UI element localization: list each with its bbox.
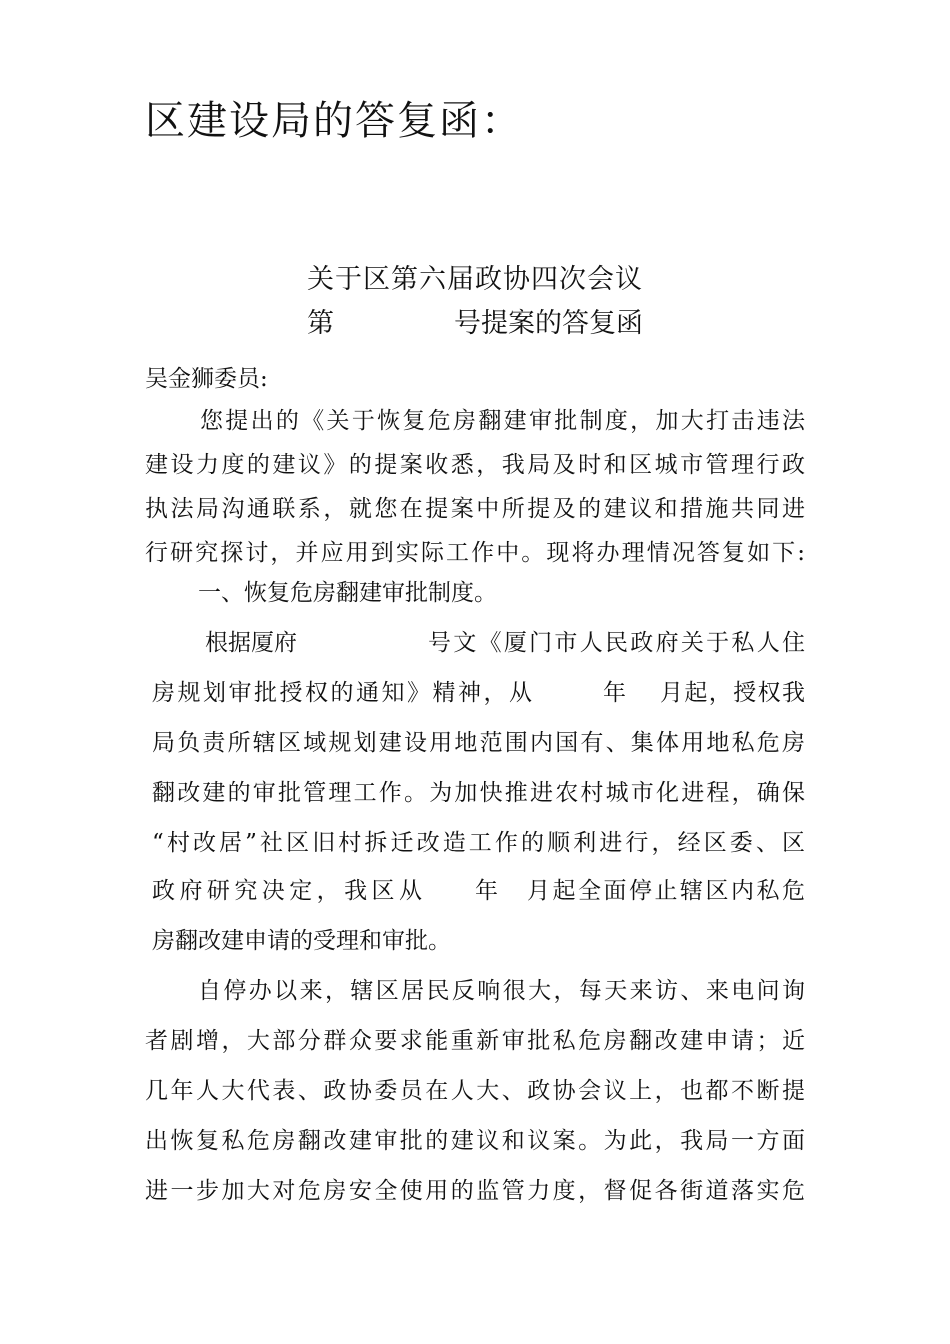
para2-line1-a: 根据厦府 [205,630,297,656]
section1-heading: 一、恢复危房翻建审批制度。 [198,580,497,606]
para3-line: 进一步加大对危房安全使用的监管力度，督促各街道落实危 [145,1178,805,1204]
para1-line: 行研究探讨，并应用到实际工作中。现将办理情况答复如下: [145,540,805,566]
document-heading: 区建设局的答复函： [145,98,523,144]
para2-line2-b: 年 [603,680,626,706]
para1-line: 您提出的《关于恢复危房翻建审批制度，加大打击违法 [200,408,805,434]
title-prefix: 第 [307,308,334,339]
para1-line: 执法局沟通联系，就您在提案中所提及的建议和措施共同进 [145,496,805,522]
para2-line2-c: 月起，授权我 [660,680,805,706]
proposal-title-line2 [0,306,950,342]
para3-line: 自停办以来，辖区居民反响很大，每天来访、来电问询 [198,978,805,1004]
para1-line: 建设力度的建议》的提案收悉，我局及时和区城市管理行政 [145,452,805,478]
para2-line6-a: 政府研究决定，我区从 [152,878,422,904]
para2-line7: 房翻改建申请的受理和审批。 [152,928,451,954]
para2-line2-a: 房规划审批授权的通知》精神，从 [152,680,532,706]
para2-line6-c: 月起全面停止辖区内私危 [527,878,805,904]
salutation: 吴金狮委员: [145,366,268,392]
para2-line4: 翻改建的审批管理工作。为加快推进农村城市化进程，确保 [152,780,805,806]
title-suffix: 号提案的答复函 [454,308,643,339]
para2-line6-b: 年 [475,878,498,904]
para3-line: 几年人大代表、政协委员在人大、政协会议上，也都不断提 [145,1078,805,1104]
para2-line5: “村改居”社区旧村拆迁改造工作的顺利进行，经区委、区 [152,830,805,856]
para3-line: 者剧增，大部分群众要求能重新审批私危房翻改建申请；近 [145,1028,805,1054]
para3-line: 出恢复私危房翻改建审批的建议和议案。为此，我局一方面 [145,1128,805,1154]
para2-line3: 局负责所辖区域规划建设用地范围内国有、集体用地私危房 [152,730,805,756]
para2-line1-b: 号文《厦门市人民政府关于私人住 [428,630,805,656]
proposal-title-line1: 关于区第六届政协四次会议 [307,264,643,295]
